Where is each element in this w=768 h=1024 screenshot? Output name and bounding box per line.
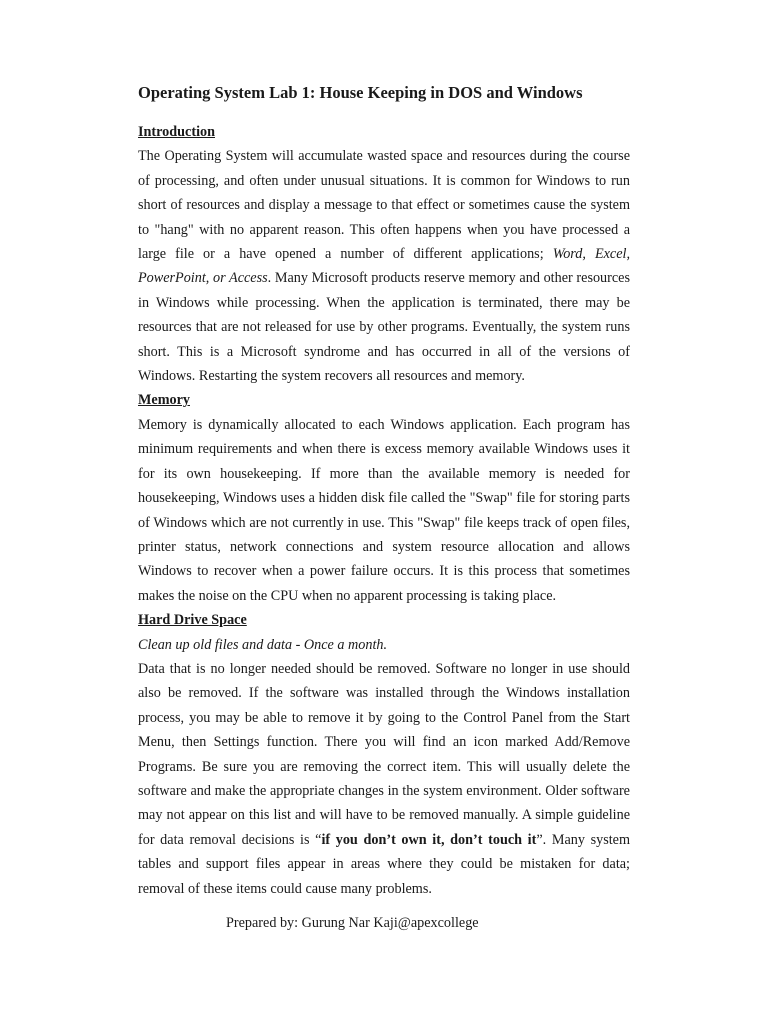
memory-paragraph: Memory is dynamically allocated to each Windows application. Each program has minimum requirements and when there is excess memory available Windows uses it for its own housekeeping. If more than the available memory is needed for housekeeping, Windows uses a hidden disk file called the "Swap" file for storing parts of Windows which are not currently in use. This "Swap" file keeps track of open files, printer status, network connections and system resource allocation and allows Windows to recover when a power failure occurs. It is this process that sometimes makes the noise on the CPU when no apparent processing is taking place.	[138, 416, 630, 604]
cleanup-note: Clean up old files and data - Once a month.	[138, 636, 388, 653]
document-body	[138, 120, 630, 901]
introduction-heading: Introduction	[138, 124, 215, 140]
introduction-applications-italic: Word, Excel, PowerPoint, or Access	[138, 246, 631, 287]
introduction-text-part-1: The Operating System will accumulate wasted space and resources during the course of processing, and often under unusual situations. It is common for Windows to run short of resources and display a message to that effect or sometimes cause the system to "hang" with no apparent reason. This often happens when you have processed a large file or a have opened a number of different applications;	[138, 148, 630, 263]
memory-heading: Memory	[138, 392, 190, 409]
hard-drive-paragraph	[138, 657, 630, 901]
document-footer: Prepared by: Gurung Nar Kaji@apexcollege	[226, 915, 479, 931]
introduction-text-part-2: . Many Microsoft products reserve memory and other resources in Windows while processing. When the application is terminated, there may be resources that are not released for use by other programs. Eventually, the system runs short. This is a Microsoft syndrome and has occurred in all of the versions of Windows. Restarting the system recovers all resources and memory.	[138, 270, 630, 385]
hard-drive-heading: Hard Drive Space	[138, 612, 247, 629]
guideline-bold-quote: if you don’t own it, don’t touch it	[321, 831, 537, 848]
document-title: Operating System Lab 1: House Keeping in DOS and Windows	[138, 83, 583, 102]
hard-drive-text-part-2: ”. Many system tables and support files appear in areas where they could be mistaken for data; removal of these items could cause many problems.	[138, 831, 630, 897]
hard-drive-text-part-1: Data that is no longer needed should be removed. Software no longer in use should also be removed. If the software was installed through the Windows installation process, you may be able to remove it by going to the Control Panel from the Start Menu, then Settings function. There you will find an icon marked Add/Remove Programs. Be sure you are removing the correct item. This will usually delete the software and make the appropriate changes in the system environment. Older software may not appear on this list and will have to be removed manually. A simple guideline for data removal decisions is “	[138, 660, 630, 848]
introduction-paragraph	[138, 144, 630, 388]
